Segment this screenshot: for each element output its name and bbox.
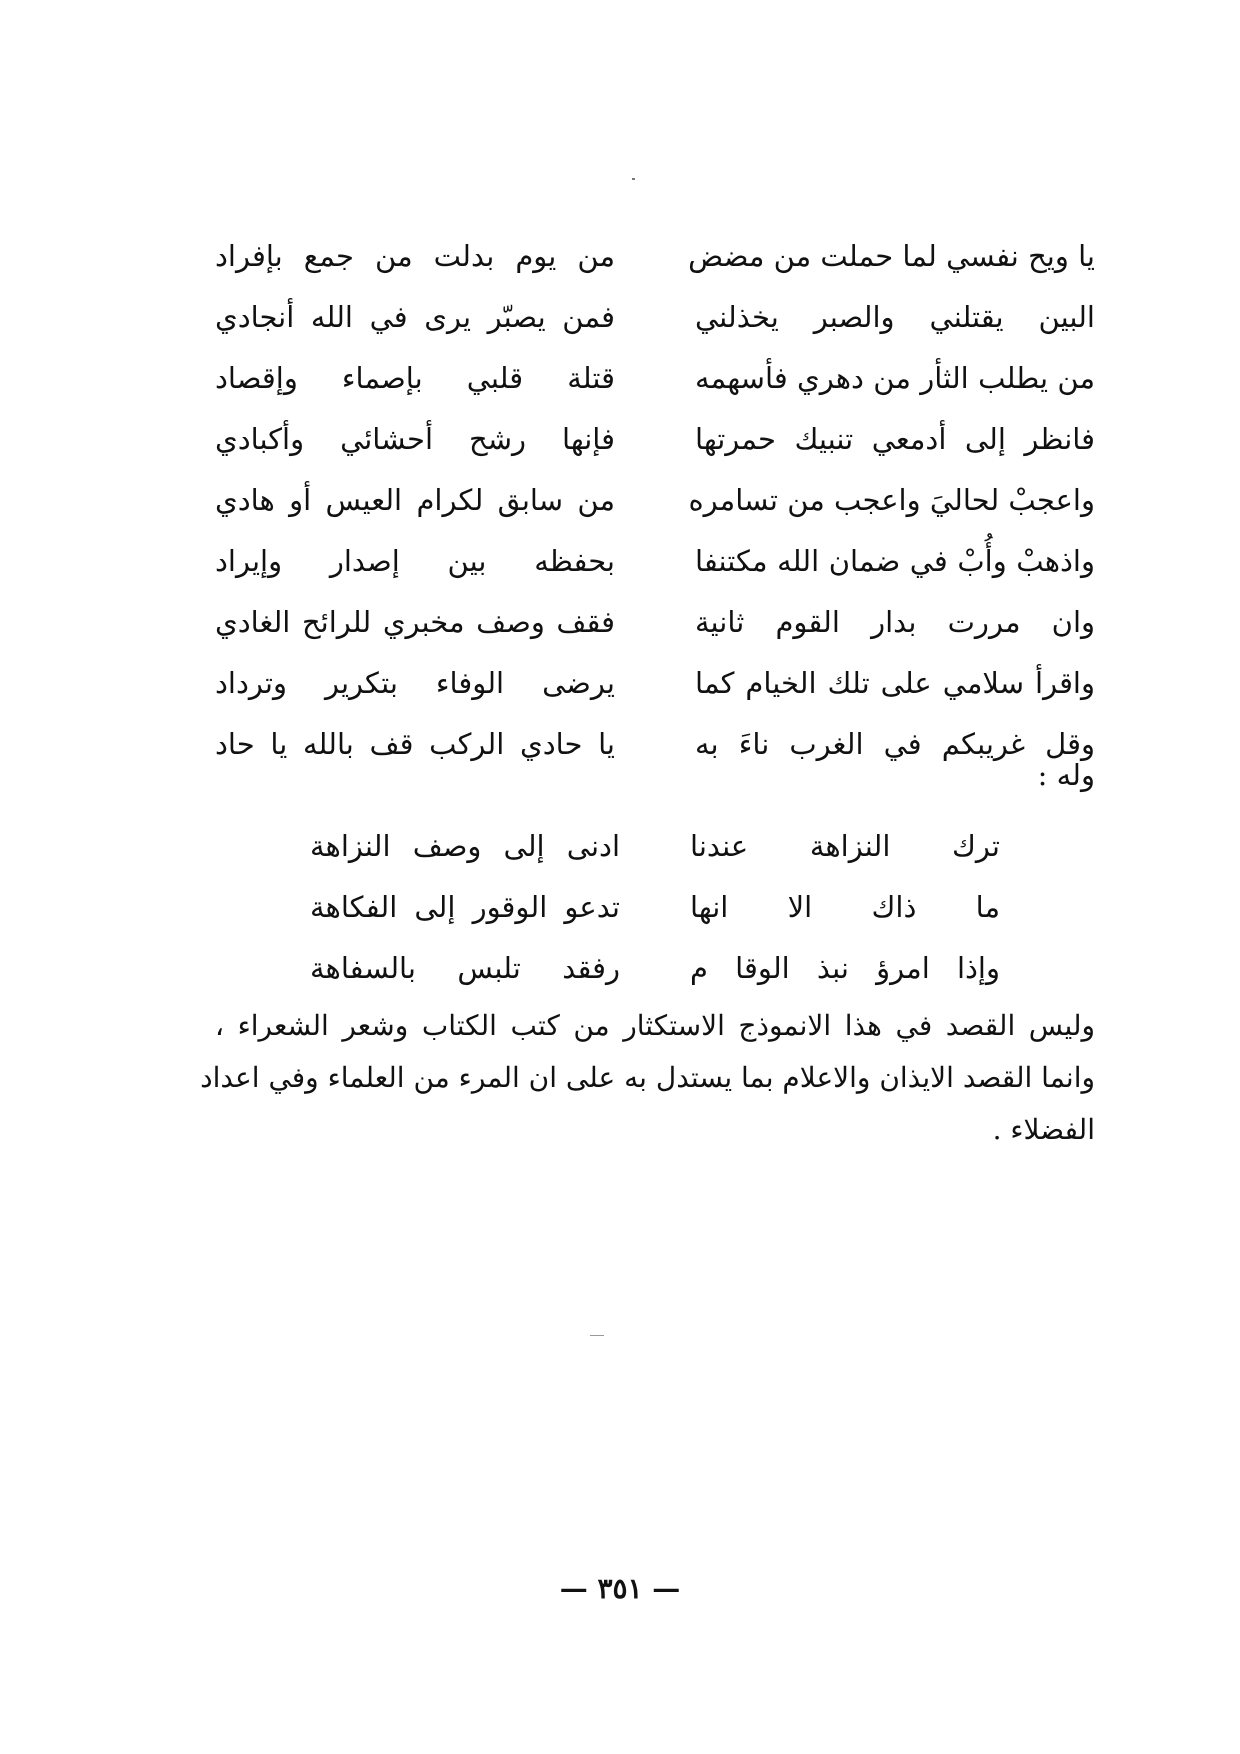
couplet [215, 530, 1095, 591]
hemistich-second: فمن يصبّر يرى في الله أنجادي [215, 299, 615, 334]
poem-second [310, 815, 1000, 998]
poem-intro: وله : [1037, 758, 1095, 792]
hemistich-first: فانظر إلى أدمعي تنبيك حمرتها [695, 421, 1095, 456]
hemistich-second: يرضى الوفاء بتكرير وترداد [215, 665, 615, 700]
hemistich-first: من يطلب الثأر من دهري فأسهمه [695, 360, 1095, 395]
hemistich-second: ادنى إلى وصف النزاهة [310, 828, 620, 863]
hemistich-second: فإنها رشح أحشائي وأكبادي [215, 421, 615, 456]
hemistich-first: وان مررت بدار القوم ثانية [695, 604, 1095, 639]
print-mark [590, 1335, 604, 1336]
hemistich-second: من يوم بدلت من جمع بإفراد [215, 238, 615, 273]
couplet [215, 469, 1095, 530]
hemistich-first: ما ذاك الا انها [690, 889, 1000, 924]
couplet [215, 408, 1095, 469]
hemistich-first: واقرأ سلامي على تلك الخيام كما [695, 665, 1095, 700]
hemistich-second: يا حادي الركب قف بالله يا حاد [215, 726, 615, 761]
hemistich-first: ترك النزاهة عندنا [690, 828, 1000, 863]
couplet [310, 815, 1000, 876]
couplet [310, 876, 1000, 937]
prose-line: الفضلاء . [992, 1113, 1095, 1146]
hemistich-first: وقل غريبكم في الغرب ناءَ به [695, 726, 1095, 761]
hemistich-second: قتلة قلبي بإصماء وإقصاد [215, 360, 615, 395]
hemistich-second: رفقد تلبس بالسفاهة [310, 950, 620, 985]
hemistich-first: واعجبْ لحاليَ واعجب من تسامره [688, 482, 1095, 517]
hemistich-second: فقف وصف مخبري للرائح الغادي [215, 604, 615, 639]
page-number: — ٣٥١ — [559, 1572, 681, 1605]
prose-line: وليس القصد في هذا الانموذج الاستكثار من كتب الكتاب وشعر الشعراء ، [215, 1009, 1095, 1042]
hemistich-first: يا ويح نفسي لما حملت من مضض [688, 238, 1095, 273]
hemistich-second: من سابق لكرام العيس أو هادي [215, 482, 615, 517]
poem-first [215, 225, 1095, 774]
prose-paragraph [200, 1000, 1095, 1156]
hemistich-first: البين يقتلني والصبر يخذلني [695, 299, 1095, 334]
couplet [215, 225, 1095, 286]
couplet [215, 591, 1095, 652]
hemistich-first: وإذا امرؤ نبذ الوقا م [690, 950, 1000, 985]
couplet [215, 652, 1095, 713]
hemistich-second: تدعو الوقور إلى الفكاهة [310, 889, 620, 924]
couplet [215, 286, 1095, 347]
hemistich-second: بحفظه بين إصدار وإيراد [215, 543, 615, 578]
prose-line: وانما القصد الايذان والاعلام بما يستدل به على ان المرء من العلماء وفي اعداد [200, 1061, 1095, 1094]
couplet [310, 937, 1000, 998]
couplet [215, 347, 1095, 408]
hemistich-first: واذهبْ وأُبْ في ضمان الله مكتنفا [695, 543, 1095, 578]
print-speck [632, 178, 635, 180]
